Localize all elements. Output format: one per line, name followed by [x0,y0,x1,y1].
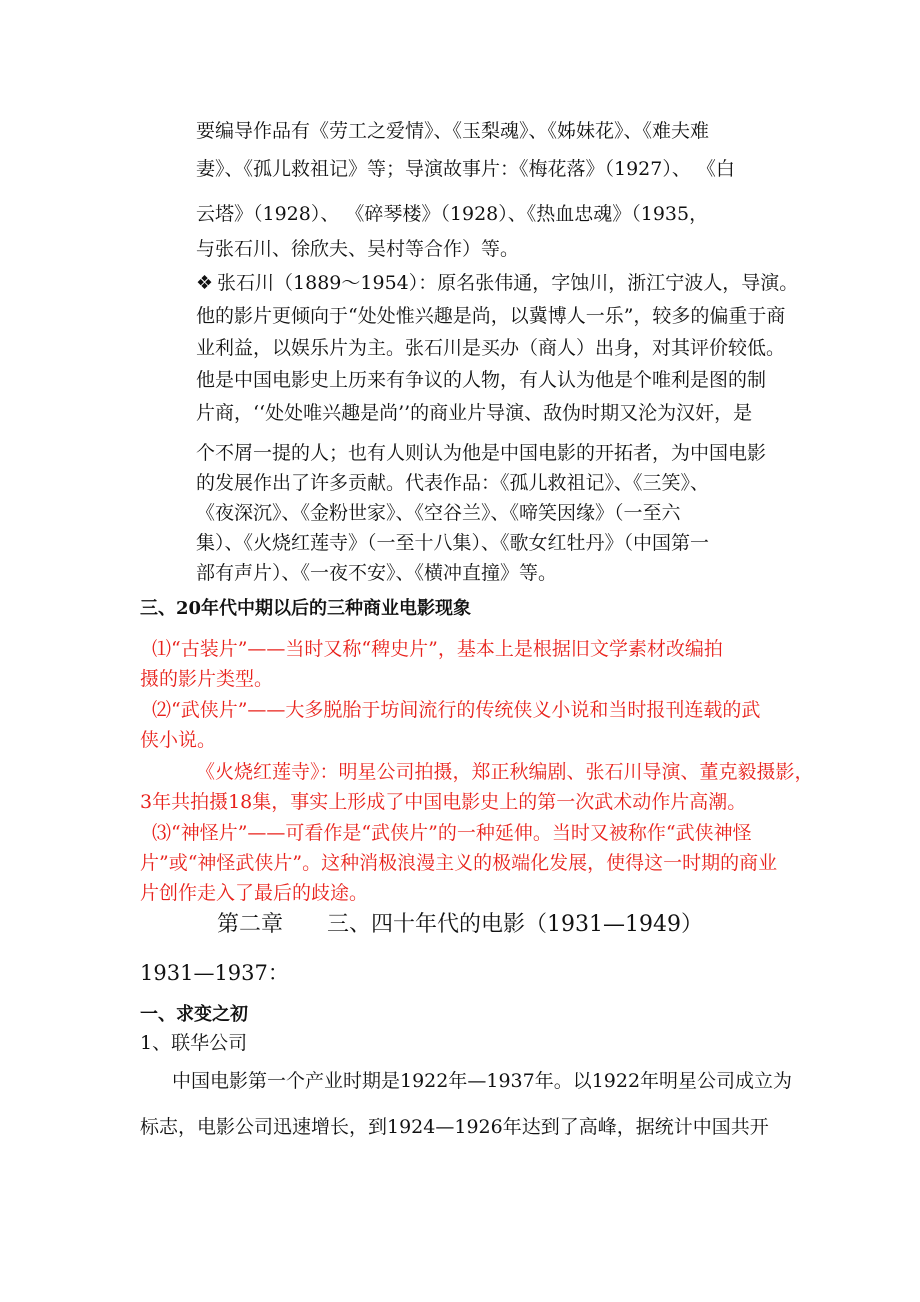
text-line: 的发展作出了许多贡献。代表作品：《孤儿救祖记》、《三笑》、 [196,472,710,494]
subsection-heading: 一、求变之初 [140,1004,248,1025]
text-line: 片商，‘‘处处唯兴趣是尚’’的商业片导演、敌伪时期又沦为汉奸，是 [196,402,753,424]
text-line: 妻》、《孤儿救祖记》等；导演故事片：《梅花落》（1927）、 《白 [196,158,735,180]
red-text-line: 片”或“神怪武侠片”。这种消极浪漫主义的极端化发展，使得这一时期的商业 [140,852,778,874]
text-line: 云塔》（1928）、 《碎琴楼》（1928）、《热血忠魂》（1935， [196,203,709,225]
bullet-paragraph-first-line [196,270,798,296]
text-line: 张石川（1889～1954）：原名张伟通，字蚀川，浙江宁波人，导演。 [217,272,799,294]
red-text-line: 3年共拍摄18集，事实上形成了中国电影史上的第一次武术动作片高潮。 [140,791,747,813]
text-line: 他的影片更倾向于“处处惟兴趣是尚，以冀博人一乐”，较多的偏重于商 [196,305,786,327]
text-line: 与张石川、徐欣夫、吴村等合作）等。 [196,238,520,260]
red-text-line: 侠小说。 [140,729,217,751]
text-line: 部有声片）、《一夜不安》、《横冲直撞》等。 [196,562,558,584]
text-line: 《夜深沉》、《金粉世家》、《空谷兰》、《啼笑因缘》（一至六 [196,502,681,524]
text-line: 集）、《火烧红莲寺》（一至十八集）、《歌女红牡丹》（中国第一 [196,532,710,554]
red-text-line: ⑵“武侠片”——大多脱胎于坊间流行的传统侠义小说和当时报刊连载的武 [152,699,761,721]
text-line: 要编导作品有《劳工之爱情》、《玉梨魂》、《姊妹花》、《难夫难 [196,120,710,142]
red-text-line: 片创作走入了最后的歧途。 [140,882,369,904]
bullet-diamond-icon: ❖ [196,272,214,294]
text-line: 个不屑一提的人；也有人则认为他是中国电影的开拓者，为中国电影 [196,442,767,464]
red-text-line: 摄的影片类型。 [140,668,274,690]
chapter-title: 第二章 三、四十年代的电影（1931—1949） [217,912,703,937]
text-line: 中国电影第一个产业时期是1922年—1937年。以1922年明星公司成立为 [172,1070,793,1092]
list-item-heading: 1、联华公司 [140,1032,248,1054]
red-text-line: ⑴“古装片”——当时又称“稗史片”，基本上是根据旧文学素材改编拍 [152,638,723,660]
text-line: 他是中国电影史上历来有争议的人物，有人认为他是个唯利是图的制 [196,369,767,391]
period-heading: 1931—1937： [140,961,289,985]
text-line: 标志，电影公司迅速增长，到1924—1926年达到了高峰，据统计中国共开 [140,1116,769,1138]
section-heading: 三、20年代中期以后的三种商业电影现象 [140,598,472,619]
red-text-line: ⑶“神怪片”——可看作是“武侠片”的一种延伸。当时又被称作“武侠神怪 [152,822,752,844]
red-text-line: 《火烧红莲寺》：明星公司拍摄，郑正秋编剧、张石川导演、董克毅摄影， [196,761,814,783]
text-line: 业利益，以娱乐片为主。张石川是买办（商人）出身，对其评价较低。 [196,337,786,359]
